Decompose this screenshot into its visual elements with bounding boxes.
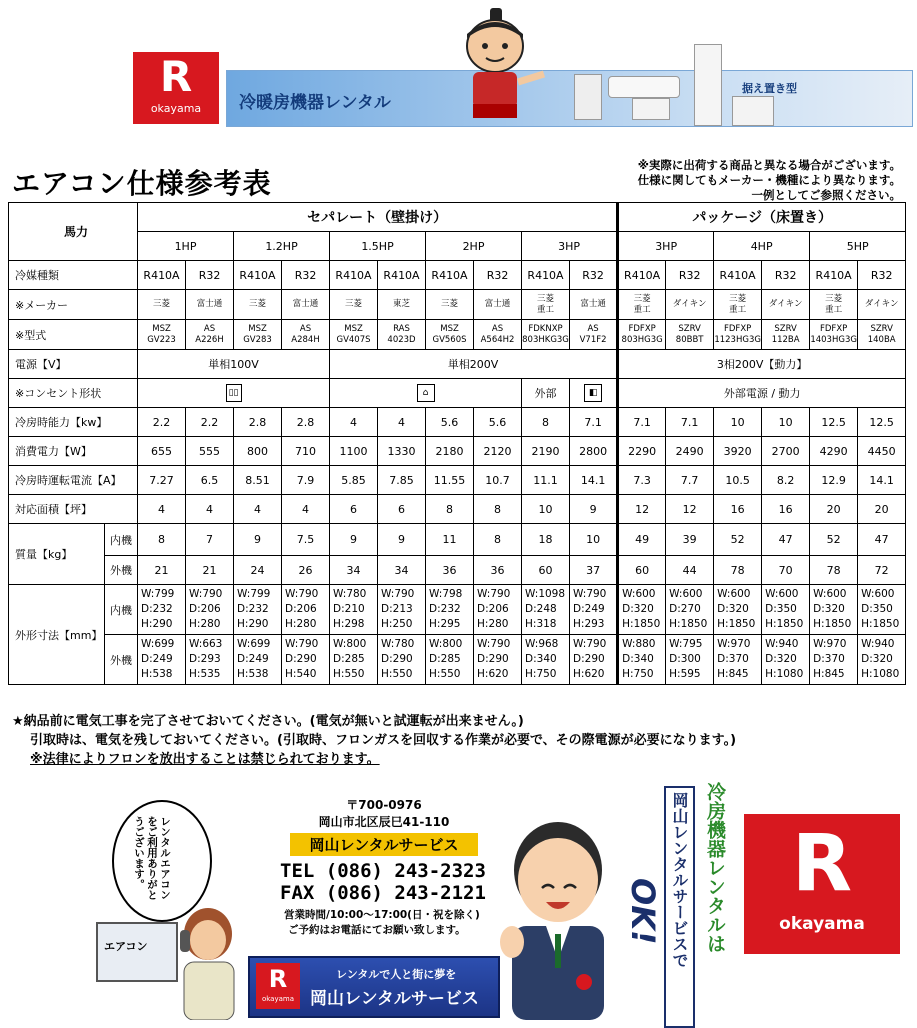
- value-cell: W:940 D:320 H:1080: [762, 635, 810, 685]
- value-cell: W:799 D:232 H:290: [234, 585, 282, 635]
- value-cell: 9: [570, 495, 618, 524]
- value-cell: 26: [282, 556, 330, 585]
- value-cell: 36: [426, 556, 474, 585]
- value-cell: 14.1: [570, 466, 618, 495]
- value-cell: 2.8: [282, 408, 330, 437]
- value-cell: W:800 D:285 H:550: [426, 635, 474, 685]
- value-cell: W:790 D:290 H:540: [282, 635, 330, 685]
- outlet-3hp-icon: ◧: [584, 384, 602, 402]
- value-cell: 富士通: [570, 290, 618, 320]
- value-cell: 三菱 重工: [522, 290, 570, 320]
- value-cell: 12.5: [858, 408, 906, 437]
- value-cell: 9: [330, 524, 378, 556]
- power-cell: 3相200V【動力】: [618, 350, 906, 379]
- disclaimer-notes: [638, 158, 901, 203]
- value-cell: 36: [474, 556, 522, 585]
- value-cell: AS A226H: [186, 320, 234, 350]
- value-cell: 10: [522, 495, 570, 524]
- logo-letter: R: [159, 52, 193, 101]
- value-cell: 7.5: [282, 524, 330, 556]
- value-cell: FDFXP 1403HG3G: [810, 320, 858, 350]
- value-cell: 52: [810, 524, 858, 556]
- vertical-ok: OK!: [624, 878, 662, 945]
- standing-ac-outdoor-image: [732, 96, 774, 126]
- computer-monitor: [96, 922, 178, 982]
- note-line: 一例としてご参照ください。: [751, 188, 901, 202]
- value-cell: W:940 D:320 H:1080: [858, 635, 906, 685]
- value-cell: 49: [618, 524, 666, 556]
- value-cell: 2.8: [234, 408, 282, 437]
- value-cell: 4450: [858, 437, 906, 466]
- vertical-company: 岡山レンタルサービスで: [664, 786, 695, 1028]
- value-cell: 東芝: [378, 290, 426, 320]
- value-cell: W:600 D:320 H:1850: [714, 585, 762, 635]
- value-cell: W:800 D:285 H:550: [330, 635, 378, 685]
- banner-company: 岡山レンタルサービス: [310, 989, 479, 1009]
- hp-cell: 3HP: [618, 232, 714, 261]
- hp-cell: 3HP: [522, 232, 618, 261]
- value-cell: 7.9: [282, 466, 330, 495]
- outlet-external-power: 外部電源 / 動力: [618, 379, 906, 408]
- value-cell: W:798 D:232 H:295: [426, 585, 474, 635]
- value-cell: 8: [474, 524, 522, 556]
- value-cell: W:780 D:290 H:550: [378, 635, 426, 685]
- value-cell: W:600 D:270 H:1850: [666, 585, 714, 635]
- value-cell: W:970 D:370 H:845: [810, 635, 858, 685]
- value-cell: SZRV 140BA: [858, 320, 906, 350]
- value-cell: W:880 D:340 H:750: [618, 635, 666, 685]
- value-cell: MSZ GV223: [138, 320, 186, 350]
- company-banner: [248, 956, 500, 1018]
- value-cell: 5.6: [426, 408, 474, 437]
- value-cell: 1100: [330, 437, 378, 466]
- group-package: パッケージ（床置き）: [618, 203, 906, 232]
- value-cell: 44: [666, 556, 714, 585]
- address: 岡山市北区辰巳41-110: [318, 815, 450, 829]
- value-cell: RAS 4023D: [378, 320, 426, 350]
- value-cell: 2490: [666, 437, 714, 466]
- value-cell: 三菱: [426, 290, 474, 320]
- sub-label: 外機: [105, 556, 138, 585]
- banner-logo: [256, 963, 300, 1009]
- value-cell: 39: [666, 524, 714, 556]
- value-cell: ダイキン: [666, 290, 714, 320]
- value-cell: 2.2: [138, 408, 186, 437]
- footnote-2: 引取時は、電気を残しておいてください。(引取時、フロンガスを回収する作業が必要で、その際電源が必要になります。): [30, 733, 737, 748]
- value-cell: 7: [186, 524, 234, 556]
- value-cell: 三菱: [330, 290, 378, 320]
- footnote-1: ★納品前に電気工事を完了させておいてください。(電気が無いと試運転が出来ません。): [12, 714, 524, 729]
- value-cell: AS A564H2: [474, 320, 522, 350]
- value-cell: R410A: [378, 261, 426, 290]
- business-hours: 営業時間/10:00〜17:00(日・祝を除く): [284, 909, 480, 921]
- value-cell: R410A: [138, 261, 186, 290]
- value-cell: 78: [714, 556, 762, 585]
- value-cell: 富士通: [186, 290, 234, 320]
- value-cell: W:600 D:320 H:1850: [618, 585, 666, 635]
- row-label: 電源【V】: [9, 350, 138, 379]
- value-cell: 34: [378, 556, 426, 585]
- value-cell: W:790 D:290 H:620: [570, 635, 618, 685]
- value-cell: 18: [522, 524, 570, 556]
- banner-logo-letter: R: [268, 965, 288, 993]
- value-cell: W:600 D:350 H:1850: [762, 585, 810, 635]
- value-cell: W:790 D:206 H:280: [474, 585, 522, 635]
- value-cell: 78: [810, 556, 858, 585]
- value-cell: 555: [186, 437, 234, 466]
- row-label: 消費電力【W】: [9, 437, 138, 466]
- value-cell: W:795 D:300 H:595: [666, 635, 714, 685]
- value-cell: W:799 D:232 H:290: [138, 585, 186, 635]
- value-cell: 21: [138, 556, 186, 585]
- value-cell: 富士通: [282, 290, 330, 320]
- value-cell: R410A: [426, 261, 474, 290]
- footnote-3: ※法律によりフロンを放出することは禁じられております。: [30, 752, 380, 767]
- tel-number: TEL (086) 243-2323: [280, 860, 486, 882]
- value-cell: 2290: [618, 437, 666, 466]
- value-cell: 10.7: [474, 466, 522, 495]
- value-cell: 11.55: [426, 466, 474, 495]
- value-cell: 三菱 重工: [714, 290, 762, 320]
- value-cell: 8: [426, 495, 474, 524]
- row-label: ※型式: [9, 320, 138, 350]
- value-cell: FDFXP 1123HG3G: [714, 320, 762, 350]
- standing-ac-image: [694, 44, 722, 126]
- value-cell: W:790 D:206 H:280: [186, 585, 234, 635]
- value-cell: W:790 D:206 H:280: [282, 585, 330, 635]
- value-cell: R32: [858, 261, 906, 290]
- logo-letter-large: R: [791, 819, 853, 909]
- row-label: 外形寸法【mm】: [9, 585, 105, 685]
- outlet-200v: [330, 379, 522, 408]
- outlet-200v-icon: ⌂: [417, 384, 435, 402]
- value-cell: R32: [570, 261, 618, 290]
- value-cell: 10: [570, 524, 618, 556]
- value-cell: MSZ GV283: [234, 320, 282, 350]
- speech-text: レンタルエアコンをご利用ありがとうございます。: [133, 816, 171, 900]
- value-cell: 34: [330, 556, 378, 585]
- value-cell: W:968 D:340 H:750: [522, 635, 570, 685]
- group-separate: セパレート（壁掛け）: [138, 203, 618, 232]
- logo-sub-large: okayama: [779, 914, 865, 934]
- value-cell: 8: [138, 524, 186, 556]
- value-cell: 4: [378, 408, 426, 437]
- value-cell: 三菱 重工: [618, 290, 666, 320]
- value-cell: 7.7: [666, 466, 714, 495]
- corner-label: 馬力: [9, 203, 138, 261]
- reservation-note: ご予約はお電話にてお願い致します。: [288, 924, 466, 936]
- value-cell: SZRV 112BA: [762, 320, 810, 350]
- value-cell: 12.9: [810, 466, 858, 495]
- company-name: 岡山レンタルサービス: [290, 833, 478, 856]
- hp-cell: 2HP: [426, 232, 522, 261]
- value-cell: 52: [714, 524, 762, 556]
- value-cell: 9: [234, 524, 282, 556]
- row-label: 対応面積【坪】: [9, 495, 138, 524]
- okayama-logo-large: [744, 814, 900, 954]
- standing-type-label: 据え置き型: [742, 82, 797, 95]
- value-cell: 富士通: [474, 290, 522, 320]
- monitor-label: エアコン: [104, 940, 148, 953]
- value-cell: 7.1: [570, 408, 618, 437]
- hp-cell: 1.5HP: [330, 232, 426, 261]
- value-cell: 710: [282, 437, 330, 466]
- value-cell: 2120: [474, 437, 522, 466]
- value-cell: 2800: [570, 437, 618, 466]
- sub-label: 内機: [105, 524, 138, 556]
- value-cell: 20: [858, 495, 906, 524]
- value-cell: 21: [186, 556, 234, 585]
- hp-cell: 1HP: [138, 232, 234, 261]
- hp-cell: 4HP: [714, 232, 810, 261]
- value-cell: W:1098 D:248 H:318: [522, 585, 570, 635]
- value-cell: R410A: [522, 261, 570, 290]
- value-cell: 6: [378, 495, 426, 524]
- vertical-green-text: 冷房機器レンタルは: [704, 782, 726, 953]
- spec-table: [8, 202, 906, 685]
- value-cell: 11.1: [522, 466, 570, 495]
- hp-cell: 5HP: [810, 232, 906, 261]
- value-cell: 3920: [714, 437, 762, 466]
- value-cell: 60: [522, 556, 570, 585]
- value-cell: 1330: [378, 437, 426, 466]
- value-cell: 47: [858, 524, 906, 556]
- value-cell: 12: [666, 495, 714, 524]
- power-cell: 単相200V: [330, 350, 618, 379]
- outlet-100v-icon: ▯▯: [226, 384, 242, 402]
- value-cell: AS V71F2: [570, 320, 618, 350]
- value-cell: R32: [666, 261, 714, 290]
- value-cell: R410A: [714, 261, 762, 290]
- value-cell: ダイキン: [858, 290, 906, 320]
- value-cell: 12.5: [810, 408, 858, 437]
- value-cell: 4: [282, 495, 330, 524]
- value-cell: 2700: [762, 437, 810, 466]
- banner-text: 冷暖房機器レンタル: [239, 93, 391, 113]
- value-cell: 6.5: [186, 466, 234, 495]
- row-label: ※メーカー: [9, 290, 138, 320]
- row-label: 質量【kg】: [9, 524, 105, 585]
- value-cell: W:600 D:320 H:1850: [810, 585, 858, 635]
- woman-on-phone-illustration: [170, 900, 246, 1020]
- hp-cell: 1.2HP: [234, 232, 330, 261]
- value-cell: 7.85: [378, 466, 426, 495]
- row-label: 冷房時運転電流【A】: [9, 466, 138, 495]
- ac-product-images: [570, 66, 690, 120]
- value-cell: W:663 D:293 H:535: [186, 635, 234, 685]
- value-cell: 4: [138, 495, 186, 524]
- value-cell: R32: [186, 261, 234, 290]
- value-cell: 24: [234, 556, 282, 585]
- value-cell: 11: [426, 524, 474, 556]
- outlet-100v: [138, 379, 330, 408]
- value-cell: 70: [762, 556, 810, 585]
- businessman-illustration: [498, 810, 618, 1020]
- value-cell: R32: [474, 261, 522, 290]
- value-cell: 5.85: [330, 466, 378, 495]
- value-cell: 7.3: [618, 466, 666, 495]
- value-cell: 72: [858, 556, 906, 585]
- value-cell: 10: [714, 408, 762, 437]
- value-cell: 20: [810, 495, 858, 524]
- value-cell: SZRV 80BBT: [666, 320, 714, 350]
- outlet-3hp: [570, 379, 618, 408]
- value-cell: R410A: [618, 261, 666, 290]
- value-cell: 7.1: [666, 408, 714, 437]
- postal-code: 〒700-0976: [346, 798, 422, 812]
- contact-block: [268, 796, 500, 937]
- value-cell: 4: [234, 495, 282, 524]
- value-cell: 4: [186, 495, 234, 524]
- value-cell: 7.27: [138, 466, 186, 495]
- value-cell: MSZ GV407S: [330, 320, 378, 350]
- value-cell: W:970 D:370 H:845: [714, 635, 762, 685]
- value-cell: 800: [234, 437, 282, 466]
- value-cell: R410A: [330, 261, 378, 290]
- value-cell: 655: [138, 437, 186, 466]
- value-cell: FDFXP 803HG3G: [618, 320, 666, 350]
- fax-number: FAX (086) 243-2121: [280, 882, 486, 904]
- banner-logo-sub: okayama: [261, 995, 295, 1003]
- samurai-mascot-illustration: [440, 4, 550, 126]
- row-label: 冷媒種類: [9, 261, 138, 290]
- value-cell: 2190: [522, 437, 570, 466]
- value-cell: 6: [330, 495, 378, 524]
- value-cell: 三菱: [234, 290, 282, 320]
- value-cell: 16: [714, 495, 762, 524]
- value-cell: 37: [570, 556, 618, 585]
- value-cell: 8.51: [234, 466, 282, 495]
- value-cell: R32: [762, 261, 810, 290]
- value-cell: AS A284H: [282, 320, 330, 350]
- value-cell: 三菱: [138, 290, 186, 320]
- value-cell: 10: [762, 408, 810, 437]
- value-cell: 60: [618, 556, 666, 585]
- page-title: エアコン仕様参考表: [12, 167, 272, 200]
- value-cell: 47: [762, 524, 810, 556]
- value-cell: 12: [618, 495, 666, 524]
- value-cell: FDKNXP 803HKG3G: [522, 320, 570, 350]
- value-cell: W:790 D:290 H:620: [474, 635, 522, 685]
- value-cell: 16: [762, 495, 810, 524]
- value-cell: 14.1: [858, 466, 906, 495]
- outlet-external: 外部: [522, 379, 570, 408]
- sub-label: 外機: [105, 635, 138, 685]
- value-cell: W:699 D:249 H:538: [138, 635, 186, 685]
- row-label: 冷房時能力【kw】: [9, 408, 138, 437]
- value-cell: R410A: [810, 261, 858, 290]
- sub-label: 内機: [105, 585, 138, 635]
- okayama-logo: [133, 52, 219, 124]
- note-line: 仕様に関してもメーカー・機種により異なります。: [637, 173, 901, 187]
- value-cell: 2180: [426, 437, 474, 466]
- value-cell: 8: [522, 408, 570, 437]
- value-cell: W:699 D:249 H:538: [234, 635, 282, 685]
- value-cell: 8: [474, 495, 522, 524]
- value-cell: 三菱 重工: [810, 290, 858, 320]
- value-cell: 7.1: [618, 408, 666, 437]
- value-cell: ダイキン: [762, 290, 810, 320]
- logo-sub: okayama: [150, 102, 202, 115]
- value-cell: W:790 D:249 H:293: [570, 585, 618, 635]
- value-cell: 9: [378, 524, 426, 556]
- value-cell: 4: [330, 408, 378, 437]
- footnotes: [12, 712, 907, 769]
- value-cell: W:780 D:210 H:298: [330, 585, 378, 635]
- value-cell: R410A: [234, 261, 282, 290]
- power-cell: 単相100V: [138, 350, 330, 379]
- row-label: ※コンセント形状: [9, 379, 138, 408]
- value-cell: R32: [282, 261, 330, 290]
- value-cell: 10.5: [714, 466, 762, 495]
- value-cell: MSZ GV560S: [426, 320, 474, 350]
- banner-slogan: レンタルで人と街に夢を: [336, 968, 457, 981]
- note-line: ※実際に出荷する商品と異なる場合がございます。: [637, 158, 901, 172]
- value-cell: 8.2: [762, 466, 810, 495]
- value-cell: 2.2: [186, 408, 234, 437]
- value-cell: W:600 D:350 H:1850: [858, 585, 906, 635]
- value-cell: W:790 D:213 H:250: [378, 585, 426, 635]
- value-cell: 5.6: [474, 408, 522, 437]
- value-cell: 4290: [810, 437, 858, 466]
